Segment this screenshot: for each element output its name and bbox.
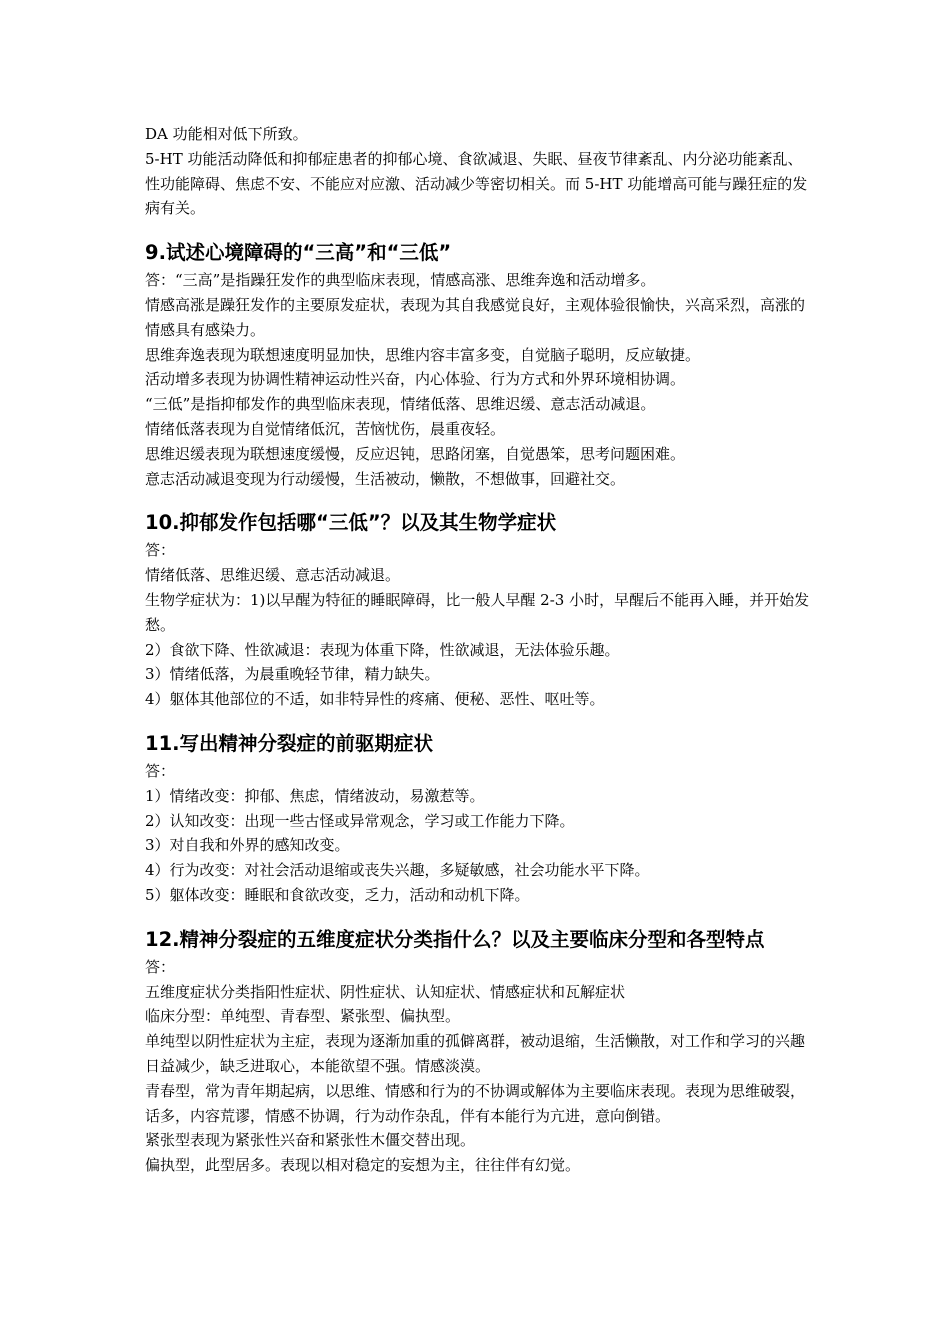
answer-line: 活动增多表现为协调性精神运动性兴奋，内心体验、行为方式和外界环境相协调。	[145, 370, 686, 389]
answer-line: 3）情绪低落，为晨重晚轻节律，精力缺失。	[145, 665, 440, 684]
answer-line: 答：“三高”是指躁狂发作的典型临床表现，情感高涨、思维奔逸和活动增多。	[145, 271, 656, 290]
answer-line: 五维度症状分类指阳性症状、阴性症状、认知症状、情感症状和瓦解症状	[145, 982, 626, 1001]
answer-line: 情绪低落、思维迟缓、意志活动减退。	[145, 566, 401, 585]
answer-line: 偏执型，此型居多。表现以相对稳定的妄想为主，往往伴有幻觉。	[145, 1156, 581, 1175]
answer-line: 5）躯体改变：睡眠和食欲改变，乏力，活动和动机下降。	[145, 885, 530, 904]
answer-line: 思维迟缓表现为联想速度缓慢，反应迟钝，思路闭塞，自觉愚笨，思考问题困难。	[145, 444, 686, 463]
answer-line: 思维奔逸表现为联想速度明显加快，思维内容丰富多变，自觉脑子聪明，反应敏捷。	[145, 345, 701, 364]
answer-line: 4）躯体其他部位的不适，如非特异性的疼痛、便秘、恶性、呕吐等。	[145, 690, 605, 709]
document-page	[145, 122, 817, 1178]
answer-line: 情绪低落表现为自觉情绪低沉，苦恼忧伤，晨重夜轻。	[145, 419, 506, 438]
answer-line: 意志活动减退变现为行动缓慢，生活被动，懒散，不想做事，回避社交。	[145, 469, 626, 488]
answer-line: 情感高涨是躁狂发作的主要原发症状，表现为其自我感觉良好，主观体验很愉快，兴高采烈，高涨的情感具有感染力。	[145, 295, 806, 339]
section-heading-12: 12.精神分裂症的五维度症状分类指什么？以及主要临床分型和各型特点	[145, 927, 765, 951]
answer-line: 青春型，常为青年期起病，以思维、情感和行为的不协调或解体为主要临床表现。表现为思维破裂，话多，内容荒谬，情感不协调，行为动作杂乱，伴有本能行为亢进，意向倒错。	[145, 1081, 806, 1125]
answer-line: 4）行为改变：对社会活动退缩或丧失兴趣，多疑敏感，社会功能水平下降。	[145, 861, 650, 880]
answer-line: 答：	[145, 761, 176, 780]
intro-paragraph: DA 功能相对低下所致。	[145, 125, 308, 143]
answer-line: 2）认知改变：出现一些古怪或异常观念，学习或工作能力下降。	[145, 811, 575, 830]
answer-line: “三低”是指抑郁发作的典型临床表现，情绪低落、思维迟缓、意志活动减退。	[145, 395, 656, 414]
answer-line: 2）食欲下降、性欲减退：表现为体重下降，性欲减退，无法体验乐趣。	[145, 640, 620, 659]
intro-paragraph: 5-HT 功能活动降低和抑郁症患者的抑郁心境、食欲减退、失眠、昼夜节律紊乱、内分泌功能紊乱、性功能障碍、焦虑不安、不能应对应激、活动减少等密切相关。而 5-HT 功能增高可能与躁狂症的发病有关。	[145, 149, 808, 218]
answer-line: 3）对自我和外界的感知改变。	[145, 836, 350, 855]
answer-line: 紧张型表现为紧张性兴奋和紧张性木僵交替出现。	[145, 1131, 476, 1150]
section-heading-9: 9.试述心境障碍的“三高”和“三低”	[145, 241, 452, 265]
answer-line: 答：	[145, 957, 176, 976]
answer-line: 单纯型以阴性症状为主症，表现为逐渐加重的孤僻离群，被动退缩，生活懒散，对工作和学习的兴趣日益减少，缺乏进取心，本能欲望不强。情感淡漠。	[145, 1032, 806, 1075]
answer-line: 答：	[145, 541, 176, 560]
section-heading-11: 11.写出精神分裂症的前驱期症状	[145, 731, 434, 755]
answer-line: 生物学症状为：1)以早醒为特征的睡眠障碍，比一般人早醒 2-3 小时，早醒后不能再入睡，并开始发愁。	[145, 590, 810, 634]
answer-line: 1）情绪改变：抑郁、焦虑，情绪波动，易激惹等。	[145, 786, 485, 805]
answer-line: 临床分型：单纯型、青春型、紧张型、偏执型。	[145, 1007, 461, 1026]
section-heading-10: 10.抑郁发作包括哪“三低”？以及其生物学症状	[145, 511, 557, 535]
